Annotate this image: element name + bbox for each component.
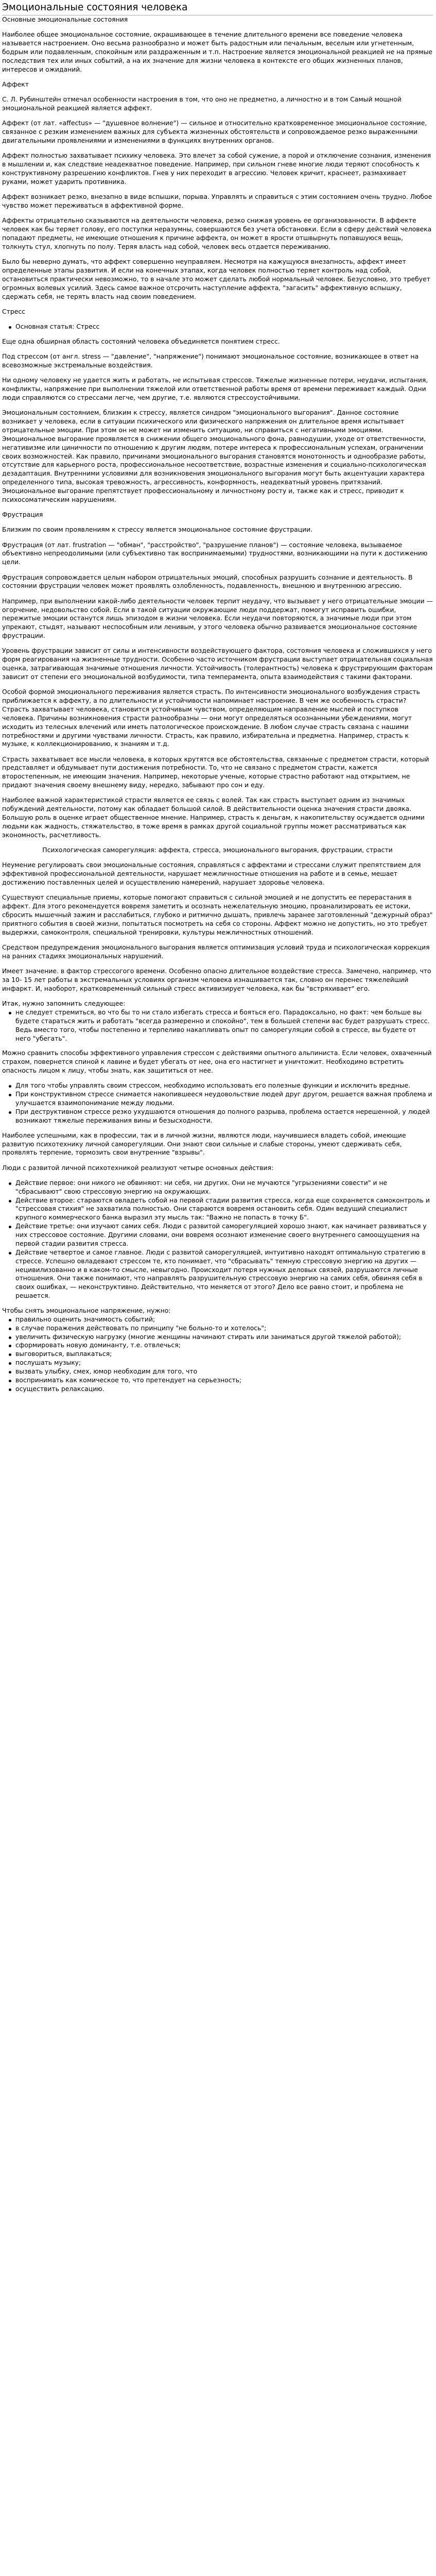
- bullet-list: [2, 1315, 433, 1394]
- paragraph: Аффекты отрицательно сказываются на деятельности человека, резко снижая уровень ее организованности. В аффекте человек как бы теряет голову, его поступки неразумны, совершаются без учета обстановки. Если в сферу действий человека попадают предметы, не имеющие отношения к причине аффекта, он может в ярости отшвырнуть попавшуюся вещь, толкнуть стул, хлопнуть по полу. Теряя власть над собой, человек весь отдается переживанию.: [2, 216, 432, 250]
- paragraph: Наиболее важной характеристикой страсти является ее связь с волей. Так как страсть выступает одним из значимых побуждений деятельности, потому как обладает большой силой. В действительности оценка значения страсти двояка. Большую роль в оценке играет общественное мнение. Например, страсть к деньгам, к накопительству осуждается одними людьми как жадность, стяжательство, в тоже время в рамках другой социальной группы может рассматриваться как экономность, расчетливость.: [2, 796, 425, 839]
- paragraph: Люди с развитой личной психотехникой реализуют четыре основных действия:: [2, 1163, 274, 1172]
- list-item: Действие третье: они изучают самих себя. Люди с развитой саморегуляцией хорошо знают, как начинает развиваться у них стрессовое состояние. Другими словами, они вовремя осознают изменение своего внутреннего самоощущения на первой стадии развития стресса.: [15, 1222, 433, 1248]
- list-item: Действие второе: стараются овладеть собой на первой стадии развития стресса, когда еще сохраняется самоконтроль и "стрессовая стихия" не захватила полностью. Они стараются вовремя остановить себя. Один ведущий специалист крупного коммерческого банка выразил эту мысль так: "Важно не попасть в точку Б".: [15, 1196, 433, 1223]
- paragraph: Основные эмоциональные состояния: [2, 15, 128, 24]
- paragraph: Средством предупреждения эмоционального выгорания является оптимизация условий труда и психологическая коррекция на ранних стадиях эмоциональных нарушений.: [2, 943, 430, 960]
- list-item: сформировать новую доминанту, т.е. отвлечься;: [15, 1341, 433, 1350]
- bullet-list: [2, 1179, 433, 1300]
- paragraph: Чтобы снять эмоциональное напряжение, нужно:: [2, 1306, 171, 1314]
- paragraph: Аффект (от лат. «affectus» — "душевное волнение") — сильное и относительно кратковременное эмоциональное состояние, связанное с резким изменением важных для субъекта жизненных обстоятельств и сопровождаемое резко выраженными двигательными проявлениями и изменениями в функциях внутренних органов.: [2, 119, 427, 145]
- paragraph: С. Л. Рубинштейн отмечал особенности настроения в том, что оно не предметно, а личностно и в том Самый мощной эмоциональной реакцией является аффект.: [2, 95, 402, 112]
- list-item: Для того чтобы управлять своим стрессом, необходимо использовать его полезные функции и исключить вредные.: [15, 1081, 433, 1090]
- paragraph: Аффект: [2, 80, 29, 89]
- paragraph: Аффект возникает резко, внезапно в виде вспышки, порыва. Управлять и справиться с этим состоянием очень трудно. Любое чувство может переживаться в аффективной форме.: [2, 193, 432, 210]
- list-item: При деструктивном стрессе резко ухудшаются отношения до полного разрыва, проблема остается нерешенной, у людей возникают тяжелые переживания вины и безысходности.: [15, 1108, 433, 1125]
- list-item: увеличить физическую нагрузку (многие женщины начинают стирать или заниматься другой тяжелой работой);: [15, 1333, 433, 1342]
- paragraph: Итак, нужно запомнить следующее:: [2, 999, 126, 1008]
- paragraph: Например, при выполнении какой-либо деятельности человек терпит неудачу, что вызывает у него отрицательные эмоции — огорчение, недовольство собой. Если в такой ситуации окружающие люди поддержат, помогут исправить ошибки, пережитые эмоции останутся лишь эпизодом в жизни человека. Если неудачи повторяются, а значимые люди при этом упрекают, стыдят, называют неспособным или ленивым, у этого человека обычно развивается эмоциональное состояние фрустрации.: [2, 597, 433, 640]
- paragraph: Особой формой эмоционального переживания является страсть. По интенсивности эмоционального возбуждения страсть приближается к аффекту, а по длительности и устойчивости напоминает настроение. В чем же особенность страсти? Страсть захватывает человека, становится устойчивым чувством, определяющим направление мыслей и поступков человека. Причины возникновения страсти разнообразны — они могут определяться осознанными убеждениями, могут исходить из телесных влечений или иметь патологическое происхождение. В любом случае страсть связана с нашими потребностями и другими чувствами личности. Страсть, как правило, избирательна и предметна. Например, страсть к музыке, к коллекционированию, к знаниям и т.д.: [2, 688, 420, 748]
- paragraph: Ни одному человеку не удается жить и работать, не испытывая стрессов. Тяжелые жизненные потери, неудачи, испытания, конфликты, напряжение при выполнении тяжелой или ответственной работы время от времени переживает каждый. Одни люди справляются со стрессами легче, чем другие, т.е. являются стрессоустойчивыми.: [2, 376, 428, 402]
- paragraph: Неумение регулировать свои эмоциональные состояния, справляться с аффектами и стрессами служит препятствием для эффективной профессиональной деятельности, нарушает межличностные отношения на работе и в семье, мешает достижению поставленных целей и осуществлению намерений, нарушает здоровье человека.: [2, 861, 421, 887]
- bullet-list: [2, 1008, 433, 1043]
- paragraph: Имеет значение. в фактор стрессогого времени. Особенно опасно длительное воздействие стресса. Замечено, например, что за 10- 15 лет работы в экстремальных условиях организм человека изнашивается так, словно он перенес тяжелейший инфаркт. И, наоборот, кратковременный сильный стресс активизирует человека, как бы "встряхивает" его.: [2, 967, 431, 992]
- list-item: Действие первое: они никого не обвиняют: ни себя, ни других. Они не мучаются "угрызениями совести" и не "сбрасывают" свою стрессовую энергию на окружающих.: [15, 1179, 433, 1196]
- article: [0, 2, 434, 1394]
- list-item: в случае поражения действовать по принципу "не больно-то и хотелось";: [15, 1324, 433, 1333]
- paragraph: Существуют специальные приемы, которые помогают справиться с сильной эмоцией и не допустить ее перерастания в аффект. Для этого рекомендуется вовремя заметить и осознать нежелательную эмоцию, проанализировать ее истоки, сбросить мышечный зажим и расслабиться, глубоко и ритмично дышать, привлечь заранее заготовленный "дежурный образ" приятного события в своей жизни, попытаться посмотреть на себя со стороны. Аффект можно не допустить, но это требует выдержки, самоконтроля, специальной тренировки, культуры межличностных отношений.: [2, 893, 433, 936]
- list-item: не следует стремиться, во что бы то ни стало избегать стресса и бояться его. Парадоксально, но факт: чем больше вы будете стараться жить и работать "всегда размеренно и спокойно", тем в большей степени вас будет разрушать стресс. Ведь вместо того, чтобы постепенно и терпеливо накапливать опыт по саморегуляции собой в стрессе, вы будете от него "убегать".: [15, 1008, 433, 1043]
- page-title: Эмоциональные состояния человека: [2, 2, 433, 15]
- list-item: правильно оценить значимость событий;: [15, 1315, 433, 1324]
- list-item: вызвать улыбку, смех, юмор необходим для того, что: [15, 1367, 433, 1376]
- paragraph: Под стрессом (от англ. stress — "давление", "напряжение") понимают эмоциональное состояние, возникающее в ответ на всевозможные экстремальные воздействия.: [2, 352, 419, 369]
- paragraph: Близким по своим проявлениям к стрессу является эмоциональное состояние фрустрации.: [2, 526, 313, 534]
- bullet-list: [2, 1081, 433, 1125]
- article-body: [2, 15, 433, 1393]
- paragraph: Уровень фрустрации зависит от силы и интенсивности воздействующего фактора, состояния человека и сложившихся у него форм реагирования на жизненные трудности. Особенно часто источником фрустрации выступает отрицательная социальная оценка, затрагивающая значимые отношения личности. Устойчивость (толерантность) человека к фрустрирующим факторам зависит от степени его эмоциональной возбудимости, типа темперамента, опыта взаимодействия с такими факторами.: [2, 647, 433, 681]
- paragraph: Стресс: [2, 307, 25, 315]
- paragraph: Наиболее общее эмоциональное состояние, окрашивающее в течение длительного времени все поведение человека называется настроением. Оно весьма разнообразно и может быть радостным или печальным, веселым или угнетенным, бодрым или подавленным, спокойным или раздраженным и т.п. Настроение является эмоциональной реакцией не на прямые последствия тех или иных событий, а на их значение для жизни человека в контексте его общих жизненных планов, интересов и ожиданий.: [2, 30, 433, 73]
- paragraph: Можно сравнить способы эффективного управления стрессом с действиями опытного альпиниста. Если человек, охваченный страхом, повернется спиной к лавине и будет убегать от нее, она его настигнет и уничтожит. Необходимо встретить опасность лицом к лицу, чтобы знать, как защититься от нее.: [2, 1049, 432, 1075]
- bullet-list: [2, 323, 433, 331]
- paragraph: Страсть захватывает все мысли человека, в которых крутятся все обстоятельства, связанные с предметом страсти, который представляет и обдумывает пути достижения потребности. То, что не связано с предметом страсти, кажется второстепенным, не имеющим значения. Например, некоторые ученые, которые страстно работают над открытием, не придают значения своему внешнему виду, нередко, забывают про сон и еду.: [2, 755, 429, 789]
- paragraph: Фрустрация: [2, 511, 43, 519]
- section-heading: Психологическая саморегуляция: аффекта, стресса, эмоционального выгорания, фрустрации, страсти: [42, 846, 393, 854]
- list-item: Действие четвертое и самое главное. Люди с развитой саморегуляцией, интуитивно находят оптимальную стратегию в стрессе. Успешно овладевают стрессом те, кто понимает, что "сбрасывать" темную стрессовую энергию на других — нецивилизованно и в каком-то смысле, невыгодно. Происходит потеря нужных деловых связей, разрушаются личные отношения. Они также понимают, что направлять разрушительную стрессовую энергию на самих себя, обвиняя себя в своих ошибках, — неконструктивно. Действительно, что меняется от этого? Дело все равно стоит, и проблема не решается.: [15, 1248, 433, 1300]
- paragraph: Аффект полностью захватывает психику человека. Это влечет за собой сужение, а порой и отключение сознания, изменения в мышлении и, как следствие неадекватное поведение. Например, при сильном гневе многие люди теряют способность к конструктивному разрешению конфликтов. Гнев у них переходит в агрессию. Человек кричит, краснеет, размахивает руками, может ударить противника.: [2, 151, 431, 185]
- list-item: выговориться, выплакаться;: [15, 1350, 433, 1359]
- paragraph: Фрустрация (от лат. frustration — "обман", "расстройство", "разрушение планов") — состояние человека, вызываемое объективно непреодолимыми (или субъективно так воспринимаемыми) трудностями, возникающими на пути к достижению цели.: [2, 540, 428, 566]
- list-item: При конструктивном стрессе снимается накопившееся неудовольствие людей друг другом, решается важная проблема и улучшается взаимопонимание между людьми.: [15, 1090, 432, 1107]
- list-item: послушать музыку;: [15, 1359, 433, 1367]
- paragraph: Было бы неверно думать, что аффект совершенно неуправляем. Несмотря на кажущуюся внезапность, аффект имеет определенные этапы развития. И если на конечных этапах, когда человек полностью теряет контроль над собой, остановиться практически невозможно, то в начале это может сделать любой нормальный человек. Безусловно, это требует огромных волевых усилий. Здесь самое важное отсрочить наступление аффекта, "загасить" аффективную вспышку, сдержать себя, не терять власть над своим поведением.: [2, 258, 430, 300]
- list-item: воспринимать как комическое то, что претендует на серьезность;: [15, 1376, 433, 1385]
- paragraph: Еще одна обширная область состояний человека объединяется понятием стресс.: [2, 337, 280, 345]
- paragraph: Эмоциональным состоянием, близким к стрессу, является синдром "эмоционального выгорания". Данное состояние возникает у человека, если в ситуации психического или физического напряжения он длительное время испытывает отрицательные эмоции. При этом он не может ни изменить ситуацию, ни справиться с негативными эмоциями. Эмоциональное выгорание проявляется в снижении общего эмоционального фона, равнодушии, уходе от ответственности, негативизме или циничности по отношению к другим людям, потере интереса к профессиональным успехам, ограничении своих возможностей. Как правило, причинами эмоционального выгорания становятся монотонность и однообразие работы, отсутствие для карьерного роста, профессиональное несоответствие, возрастные изменения и социально-психологическая дезадаптация. Внутренними условиями для возникновения эмоционального выгорания могут быть акцентуации характера определенного типа, высокая тревожность, агрессивность, конформность, неадекватный уровень притязаний. Эмоциональное выгорание препятствует профессиональному и личностному росту и, также как и стресс, приводит к психосоматическим нарушениям.: [2, 409, 426, 503]
- list-item: осуществить релаксацию.: [15, 1385, 433, 1394]
- paragraph: Фрустрация сопровождается целым набором отрицательных эмоций, способных разрушить сознание и деятельность. В состоянии фрустрации человек может проявлять озлобленность, подавленность, внешнюю и внутреннюю агрессию.: [2, 573, 413, 590]
- list-item: Основная статья: Стресс: [15, 323, 433, 331]
- paragraph: Наиболее успешными, как в профессии, так и в личной жизни, являются люди, научившиеся владеть собой, имеющие развитую психотехнику личной саморегуляции. Они знают свои сильные и слабые стороны, умеют сдерживать себя, проявлять терпение, тормозить свои внутренние "взрывы".: [2, 1131, 406, 1157]
